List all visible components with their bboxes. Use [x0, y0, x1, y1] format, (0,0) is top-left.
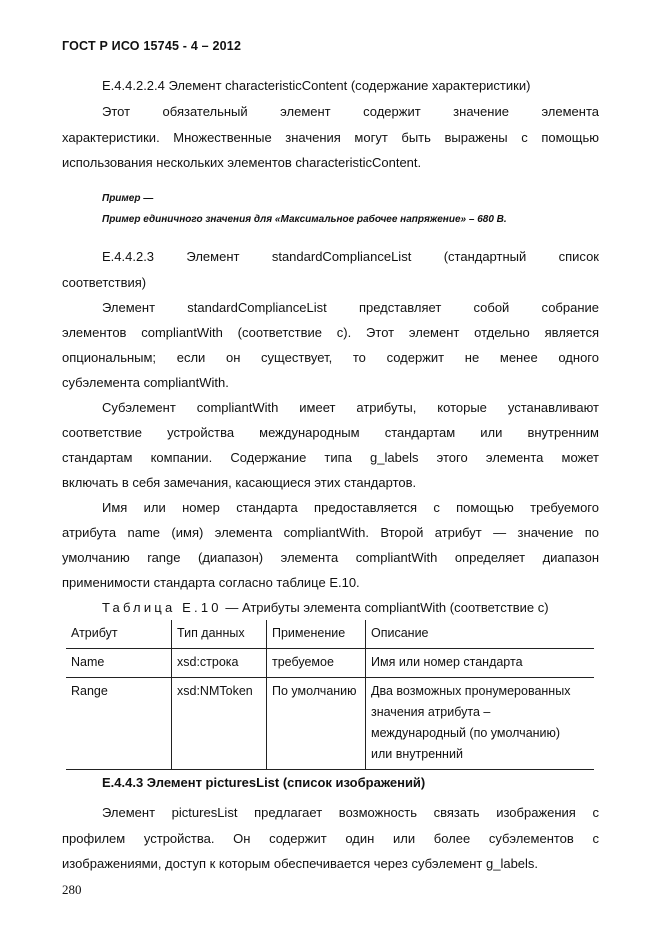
- paragraph-line: включать в себя замечания, касающиеся этих стандартов.: [62, 475, 417, 490]
- section-heading-pictures-list: Е.4.4.3 Элемент picturesList (список изображений): [102, 775, 426, 790]
- table-cell: Name: [66, 649, 172, 678]
- paragraph-line: соответствие устройства международным стандартам или внутренним: [62, 425, 599, 440]
- description-line: международный (по умолчанию): [371, 726, 561, 740]
- paragraph-line: Этот обязательный элемент содержит значение элемента: [102, 104, 599, 119]
- paragraph-line: умолчанию range (диапазон) элемента compliantWith определяет диапазон: [62, 550, 599, 565]
- paragraph-line: Элемент standardComplianceList представляет собой собрание: [102, 300, 599, 315]
- example-text: Пример единичного значения для «Максимальное рабочее напряжение» – 680 В.: [102, 214, 507, 225]
- table-cell: Имя или номер стандарта: [366, 649, 595, 678]
- document-header: ГОСТ Р ИСО 15745 - 4 – 2012: [62, 39, 242, 53]
- clause-heading-continuation: соответствия): [62, 275, 147, 290]
- paragraph-line: стандартам компании. Содержание типа g_labels этого элемента может: [62, 450, 599, 465]
- paragraph-line: применимости стандарта согласно таблице Е.10.: [62, 575, 360, 590]
- paragraph-line: профилем устройства. Он содержит один или более субэлементов с: [62, 831, 599, 846]
- description-line: значения атрибута –: [371, 705, 491, 719]
- table-caption: [102, 600, 549, 615]
- table-cell: Range: [66, 678, 172, 770]
- table-header-cell: Описание: [366, 620, 595, 649]
- description-line: или внутренний: [371, 747, 463, 761]
- paragraph-line: Субэлемент compliantWith имеет атрибуты, которые устанавливают: [102, 400, 599, 415]
- page-number: 280: [62, 882, 82, 897]
- paragraph-line: Имя или номер стандарта предоставляется с помощью требуемого: [102, 500, 599, 515]
- table-header-cell: Атрибут: [66, 620, 172, 649]
- clause-heading-standard-compliance-list: Е.4.4.2.3 Элемент standardComplianceList (стандартный список: [102, 249, 599, 264]
- description-line: Два возможных пронумерованных: [371, 684, 571, 698]
- clause-heading-characteristic-content: Е.4.4.2.2.4 Элемент characteristicContent (содержание характеристики): [102, 78, 531, 93]
- table-cell: xsd:строка: [172, 649, 267, 678]
- table-cell: xsd:NMToken: [172, 678, 267, 770]
- attributes-table: [66, 620, 594, 770]
- table-row: [66, 649, 594, 678]
- paragraph-line: Элемент picturesList предлагает возможность связать изображения с: [102, 805, 599, 820]
- paragraph-line: опциональным; если он существует, то содержит не менее одного: [62, 350, 599, 365]
- paragraph-line: субэлемента compliantWith.: [62, 375, 229, 390]
- paragraph-line: характеристики. Множественные значения могут быть выражены с помощью: [62, 130, 599, 145]
- table-cell: требуемое: [267, 649, 366, 678]
- paragraph-line: атрибута name (имя) элемента compliantWith. Второй атрибут — значение по: [62, 525, 599, 540]
- paragraph-line: использования нескольких элементов characteristicContent.: [62, 155, 422, 170]
- table-caption-label: Таблица Е.10: [102, 600, 222, 615]
- table-cell: По умолчанию: [267, 678, 366, 770]
- paragraph-line: элементов compliantWith (соответствие с). Этот элемент отдельно является: [62, 325, 599, 340]
- table-cell-description: [366, 678, 595, 770]
- table-header-cell: Тип данных: [172, 620, 267, 649]
- table-header-row: [66, 620, 594, 649]
- paragraph-line: изображениями, доступ к которым обеспечивается через субэлемент g_labels.: [62, 856, 539, 871]
- table-header-cell: Применение: [267, 620, 366, 649]
- table-row: [66, 678, 594, 770]
- example-title: Пример —: [102, 193, 154, 204]
- table-caption-text: — Атрибуты элемента compliantWith (соответствие с): [221, 600, 549, 615]
